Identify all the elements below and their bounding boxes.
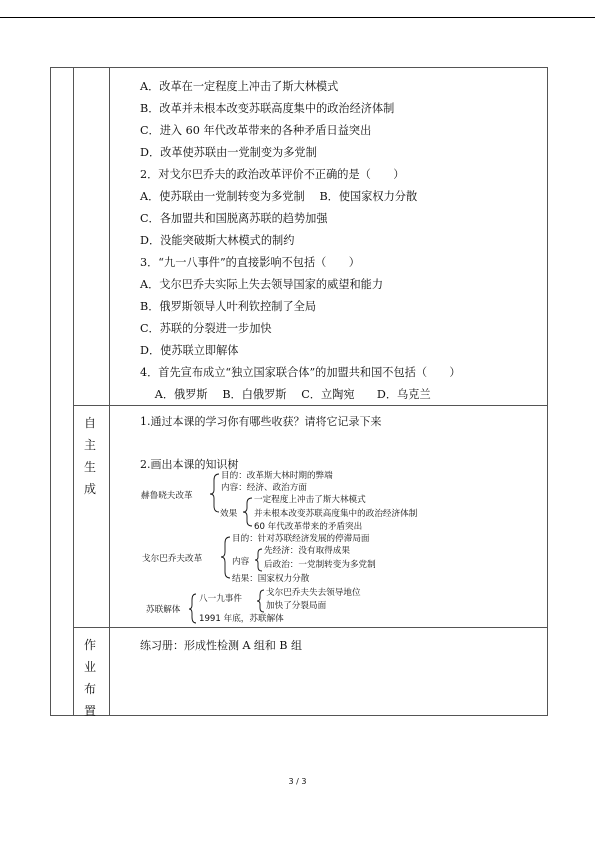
tree-node: 结果：国家权力分散 xyxy=(232,574,310,584)
question-line: A．俄罗斯 B．白俄罗斯 C．立陶宛 D．乌克兰 xyxy=(140,388,431,401)
question-line: D．没能突破斯大林模式的制约 xyxy=(140,234,295,247)
question-line: C．进入 60 年代改革带来的各种矛盾日益突出 xyxy=(140,124,372,137)
section-label-char: 自 xyxy=(83,416,96,430)
tree-node: 赫鲁晓夫改革 xyxy=(141,491,193,501)
tree-node: 苏联解体 xyxy=(146,605,181,615)
section-label-char: 置 xyxy=(83,704,96,718)
knowledge-tree-prompt: 2.画出本课的知识树 xyxy=(140,458,239,471)
tree-node: 60 年代改革带来的矛盾突出 xyxy=(254,522,363,532)
section-label-char: 成 xyxy=(83,482,96,496)
tree-node: 八一九事件 xyxy=(199,594,242,604)
question-line: A．改革在一定程度上冲击了斯大林模式 xyxy=(140,80,339,93)
tree-node: 先经济：没有取得成果 xyxy=(264,546,350,556)
question-line: B．俄罗斯领导人叶利钦控制了全局 xyxy=(140,300,317,313)
question-line: 2．对戈尔巴乔夫的政治改革评价不正确的是（ ） xyxy=(140,168,405,181)
reflection-prompt: 1.通过本课的学习你有哪些收获？请将它记录下来 xyxy=(140,415,382,428)
section-label-char: 布 xyxy=(83,682,96,696)
question-line: 4．首先宣布成立“独立国家联合体”的加盟共和国不包括（ ） xyxy=(140,366,461,379)
section-label-char: 主 xyxy=(83,438,96,452)
section-label-char: 业 xyxy=(83,660,96,674)
section-label-char: 作 xyxy=(83,638,96,652)
homework-text: 练习册：形成性检测 A 组和 B 组 xyxy=(140,639,303,652)
section-label-char: 生 xyxy=(83,460,96,474)
tree-node: 并未根本改变苏联高度集中的政治经济体制 xyxy=(254,509,418,519)
question-line: B．改革并未根本改变苏联高度集中的政治经济体制 xyxy=(140,102,395,115)
question-line: C．各加盟共和国脱离苏联的趋势加强 xyxy=(140,212,328,225)
tree-node: 戈尔巴乔夫改革 xyxy=(142,554,203,564)
question-line: A．戈尔巴乔夫实际上失去领导国家的威望和能力 xyxy=(140,278,384,291)
tree-node: 戈尔巴乔夫失去领导地位 xyxy=(266,588,361,598)
question-line: A．使苏联由一党制转变为多党制 B．使国家权力分散 xyxy=(140,190,418,203)
tree-node: 一定程度上冲击了斯大林模式 xyxy=(254,495,366,505)
question-line: D．改革使苏联由一党制变为多党制 xyxy=(140,146,317,159)
question-line: 3．“九一八事件”的直接影响不包括（ ） xyxy=(140,256,360,269)
tree-node: 目的：针对苏联经济发展的停滞局面 xyxy=(232,534,370,544)
tree-node: 目的：改革斯大林时期的弊端 xyxy=(221,471,333,481)
question-line: C．苏联的分裂进一步加快 xyxy=(140,322,272,335)
tree-node: 1991 年底，苏联解体 xyxy=(199,614,284,624)
question-line: D．使苏联立即解体 xyxy=(140,344,239,357)
tree-node: 加快了分裂局面 xyxy=(266,601,327,611)
tree-node: 内容 xyxy=(232,557,250,567)
tree-node: 内容：经济、政治方面 xyxy=(221,483,307,493)
page-number: 3 / 3 xyxy=(288,777,307,786)
tree-node: 效果 xyxy=(220,509,238,519)
tree-node: 后政治：一党制转变为多党制 xyxy=(264,560,376,570)
